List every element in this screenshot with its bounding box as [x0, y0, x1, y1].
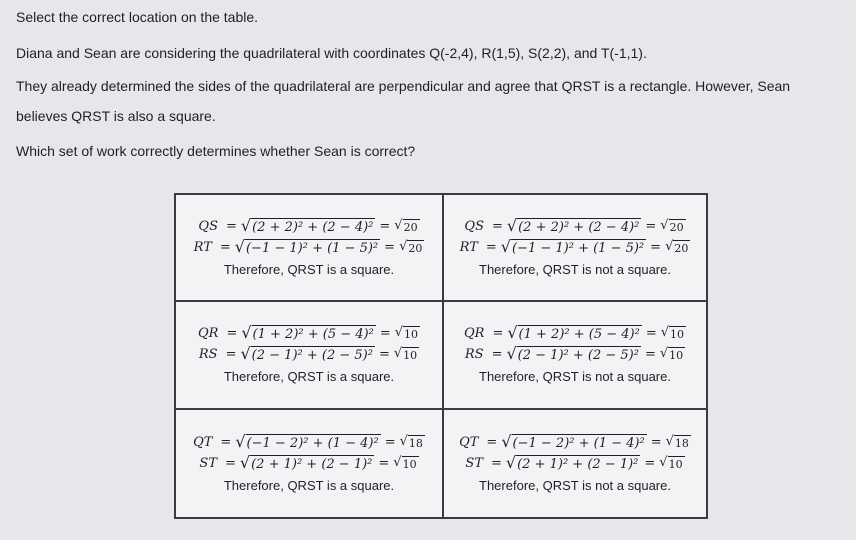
- table-cell-r3c1[interactable]: [176, 410, 444, 517]
- table-cell-r2c1[interactable]: [176, 302, 444, 409]
- conclusion-text: Therefore, QRST is not a square.: [479, 369, 671, 385]
- agree-text-line1: They already determined the sides of the quadrilateral are perpendicular and agree that QRST is a rectangle. However, Sean: [16, 78, 791, 94]
- table-cell-r1c1[interactable]: [176, 195, 444, 302]
- equation-row: ST = √ (2 + 1)² + (2 − 1)² = √ 10: [199, 452, 417, 472]
- conclusion-text: Therefore, QRST is not a square.: [479, 477, 671, 493]
- equation-row: QT = √ (−1 − 2)² + (1 − 4)² = √ 18: [459, 431, 689, 451]
- equation-row: QS = √ (2 + 2)² + (2 − 4)² = √ 20: [198, 216, 418, 236]
- conclusion-text: Therefore, QRST is a square.: [223, 369, 395, 385]
- conclusion-text: Therefore, QRST is a square.: [223, 477, 395, 493]
- equation-row: QT = √ (−1 − 2)² + (1 − 4)² = √ 18: [193, 431, 423, 451]
- equation-row: RS = √ (2 − 1)² + (2 − 5)² = √ 10: [464, 344, 684, 364]
- equation-row: QR = √ (1 + 2)² + (5 − 4)² = √ 10: [197, 323, 419, 343]
- agree-text-line2: believes QRST is also a square.: [16, 108, 216, 124]
- equation-row: QR = √ (1 + 2)² + (5 − 4)² = √ 10: [463, 323, 685, 343]
- table-cell-r3c2[interactable]: [444, 410, 706, 517]
- conclusion-text: Therefore, QRST is not a square.: [479, 262, 671, 278]
- answer-table: [174, 193, 708, 519]
- question-text: Which set of work correctly determines whether Sean is correct?: [16, 143, 416, 159]
- table-cell-r2c2[interactable]: [444, 302, 706, 409]
- equation-row: RT = √ (−1 − 1)² + (1 − 5)² = √ 20: [193, 237, 423, 257]
- equation-row: RT = √ (−1 − 1)² + (1 − 5)² = √ 20: [459, 237, 689, 257]
- context-text: Diana and Sean are considering the quadrilateral with coordinates Q(-2,4), R(1,5), S(2,2), and T(-1,1).: [16, 45, 647, 61]
- instruction-text: Select the correct location on the table.: [16, 9, 259, 25]
- conclusion-text: Therefore, QRST is a square.: [223, 262, 395, 278]
- table-cell-r1c2[interactable]: [444, 195, 706, 302]
- equation-row: RS = √ (2 − 1)² + (2 − 5)² = √ 10: [198, 344, 418, 364]
- equation-row: ST = √ (2 + 1)² + (2 − 1)² = √ 10: [465, 452, 683, 472]
- equation-row: QS = √ (2 + 2)² + (2 − 4)² = √ 20: [464, 216, 684, 236]
